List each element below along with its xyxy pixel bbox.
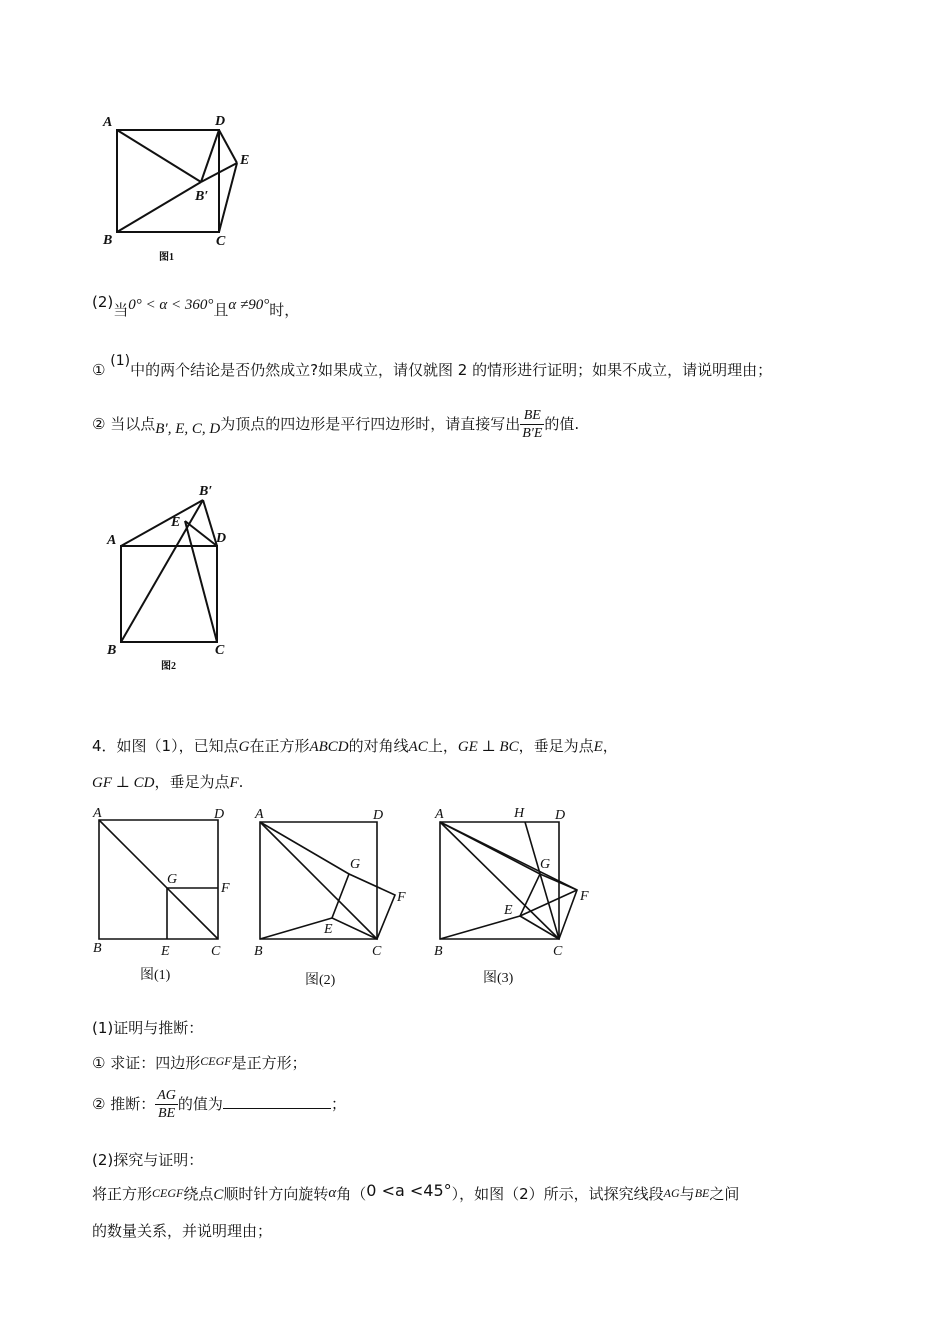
q2-text-c: 的值.: [544, 415, 580, 433]
fig1-label-B: B: [103, 233, 113, 248]
fig4-3-caption: 图(3): [483, 971, 514, 986]
fig1-line-D-E: [219, 130, 237, 163]
p42-l1e: ），如图（2）所示，试探究线段: [451, 1185, 664, 1203]
fig1-label-A: A: [103, 115, 113, 130]
p4-l1b: 在正方形: [249, 737, 310, 755]
p4-E: E: [593, 739, 603, 755]
part2-label: (2): [92, 293, 114, 311]
q2-frac-num: BE: [520, 407, 544, 425]
fig4-3-AF: [440, 822, 577, 890]
fig2-line-E-C: [185, 521, 217, 642]
fig4-2-label-C: C: [372, 944, 382, 959]
fig4-2-label-A: A: [255, 807, 264, 822]
fig2-label-E: E: [171, 515, 181, 530]
fig4-1-label-G: G: [167, 872, 178, 887]
fig2-label-C: C: [215, 643, 225, 658]
p41-ii-end: ；: [330, 1095, 346, 1113]
fig4-2-caption: 图(2): [305, 973, 336, 988]
fig4-2-label-E: E: [324, 922, 333, 937]
fig2-label-D: D: [216, 531, 227, 546]
fig4-3-BE: [440, 916, 520, 939]
problem4-line1: [92, 736, 618, 757]
q2-fraction: [520, 407, 544, 442]
fig1-line-A-Bp: [117, 130, 201, 182]
figure-1: [95, 105, 270, 270]
p4-square: ABCD: [309, 739, 349, 755]
p4-l1d: 上，: [427, 737, 458, 755]
p42-range: 0 <a <45°: [366, 1181, 452, 1200]
fig1-label-E: E: [240, 153, 250, 168]
p4-G: G: [238, 739, 250, 755]
p4-perp1: GE ⊥ BC: [457, 739, 519, 755]
problem4-line2: [92, 772, 243, 793]
p42-l1c: 顺时针方向旋转: [223, 1185, 329, 1203]
fig4-1-label-D: D: [214, 807, 225, 822]
q1-ref: (1): [110, 353, 131, 369]
fig1-label-Bp: B′: [195, 189, 209, 204]
p41-ii-frac-den: BE: [158, 1106, 176, 1121]
q2-points: B′, E, C, D: [155, 421, 221, 437]
p4-perp2: GF ⊥ CD: [92, 775, 155, 791]
fig4-1-label-F: F: [221, 881, 230, 896]
fig4-3-label-E: E: [504, 903, 513, 918]
fig2-line-B-Bp: [121, 500, 203, 642]
fig1-label-C: C: [216, 234, 226, 249]
p42-BE: BE: [694, 1186, 710, 1200]
answer-blank[interactable]: [223, 1094, 331, 1109]
part2-cond: α ≠90°: [228, 297, 270, 313]
figure-2: [95, 478, 255, 674]
p41-head: (1)证明与推断：: [92, 1019, 204, 1037]
fig4-3-label-A: A: [435, 807, 444, 822]
q1-num: ①: [92, 361, 106, 379]
p42-line2: 的数量关系，并说明理由；: [92, 1222, 273, 1240]
fig4-3-label-B: B: [434, 944, 443, 959]
p41-ii-frac-num: AG: [157, 1088, 176, 1103]
p41-i-quad: CEGF: [200, 1054, 232, 1068]
fig2-label-B: B: [107, 643, 117, 658]
p42-l1d: 角（: [336, 1185, 367, 1203]
fig4-2-label-B: B: [254, 944, 263, 959]
p41-ii-num: ②: [92, 1095, 106, 1113]
p42-l1g: 之间: [709, 1185, 740, 1203]
fig4-3-label-G: G: [540, 857, 551, 872]
fig4-3-label-D: D: [555, 808, 566, 823]
q1-line: [92, 353, 773, 381]
fig4-3-label-C: C: [553, 944, 563, 959]
q1-text: 中的两个结论是否仍然成立?如果成立，请仅就图 2 的情形进行证明；如果不成立，请说明理由；: [130, 361, 773, 379]
fig4-1-label-E: E: [161, 944, 170, 959]
fig1-label-D: D: [215, 114, 226, 129]
part2-range: 0° < α < 360°: [128, 297, 214, 313]
p41-i-line: [92, 1053, 307, 1074]
fig4-1-label-B: B: [93, 941, 102, 956]
part2-suffix: 时，: [269, 301, 300, 319]
q2-text-b: 为顶点的四边形是平行四边形时，请直接写出: [220, 415, 521, 433]
figures-problem4: [85, 800, 615, 995]
p42-head: (2)探究与证明：: [92, 1151, 204, 1169]
p42-l1b: 绕点: [183, 1185, 214, 1203]
p4-l1e: ，垂足为点: [518, 737, 594, 755]
p4-l1c: 的对角线: [348, 737, 409, 755]
p42-l1f: 与: [679, 1185, 695, 1203]
p41-ii-tail: 的值为: [177, 1095, 223, 1113]
p41-ii-fraction: [155, 1087, 178, 1122]
p42-quad: CEGF: [152, 1186, 184, 1200]
fig2-label-A: A: [107, 533, 117, 548]
p41-i-tail: 是正方形；: [231, 1054, 307, 1072]
fig4-2-CEGF: [332, 874, 395, 939]
fig4-1-diagonal: [99, 820, 218, 939]
p41-i-text: 求证：四边形: [110, 1054, 201, 1072]
p42-line1: [92, 1181, 740, 1205]
p4-l1f: ，: [602, 737, 618, 755]
p41-ii-text: 推断：: [110, 1095, 156, 1113]
p4-AC: AC: [408, 739, 428, 755]
p4-l2a: ，垂足为点: [154, 773, 230, 791]
fig4-3: [434, 806, 589, 986]
fig2-line-Bp-D: [203, 500, 217, 546]
p42-alpha: α: [328, 1185, 337, 1201]
fig4-2-label-F: F: [397, 890, 406, 905]
fig4-2-label-G: G: [350, 857, 361, 872]
fig4-1-label-A: A: [93, 806, 102, 821]
fig1-line-B-Bp: [117, 182, 201, 232]
fig1-line-E-C: [219, 163, 237, 232]
p4-l1a: 4．如图（1），已知点: [92, 737, 239, 755]
p4-l2b: .: [238, 773, 244, 791]
q2-frac-den: B′E: [522, 426, 543, 441]
p42-AG: AG: [663, 1186, 680, 1200]
fig2-caption: 图2: [161, 661, 176, 672]
fig4-1-caption: 图(1): [140, 968, 171, 983]
p42-l1a: 将正方形: [92, 1185, 153, 1203]
p4-F: F: [229, 775, 239, 791]
q2-num: ②: [92, 415, 106, 433]
fig4-1: [92, 806, 230, 983]
fig4-2-BE: [260, 918, 332, 939]
fig2-label-Bp: B′: [199, 484, 213, 499]
p41-i-num: ①: [92, 1054, 106, 1072]
fig4-2: [254, 807, 406, 988]
part2-prefix: 当: [113, 301, 129, 319]
p41-ii-line: [92, 1087, 346, 1122]
part2-line: [92, 292, 300, 319]
q2-text-a: 当以点: [110, 415, 156, 433]
fig4-1-label-C: C: [211, 944, 221, 959]
q2-line: [92, 407, 579, 442]
fig4-3-label-F: F: [580, 889, 589, 904]
fig4-2-label-D: D: [373, 808, 384, 823]
fig4-3-label-H: H: [514, 806, 525, 821]
part2-and: 且: [213, 301, 229, 319]
p42-C: C: [213, 1187, 224, 1203]
fig1-caption: 图1: [159, 252, 174, 263]
